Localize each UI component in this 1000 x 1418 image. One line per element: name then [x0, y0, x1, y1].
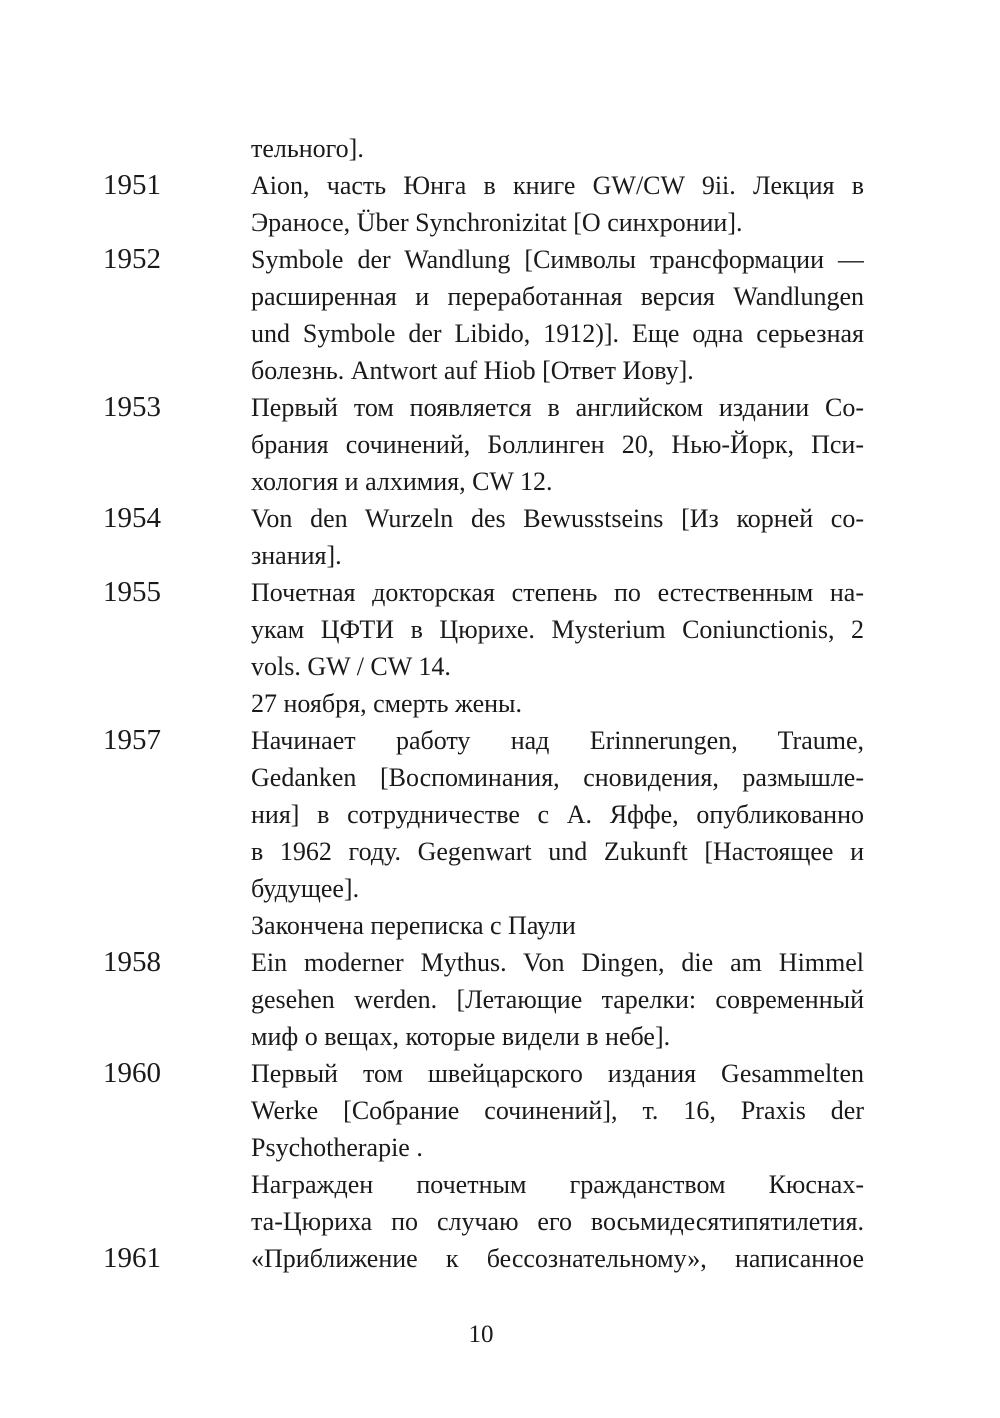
entry-text-line: Aion, часть Юнга в книге GW/CW 9ii. Лекция в: [251, 171, 864, 200]
entry-text-line: Von den Wurzeln des Bewusstseins [Из корней со-: [251, 504, 864, 533]
entry-year: 1958: [103, 946, 161, 978]
entry-text-line: тельного].: [251, 134, 364, 163]
entry-year: 1961: [103, 1242, 161, 1274]
entry-text-line: «Приближение к бессознательному», написанное: [251, 1244, 864, 1273]
entry-text-line: Gedanken [Воспоминания, сновидения, размышле-: [251, 763, 864, 792]
page-number: 10: [468, 1321, 494, 1348]
entry-text-line: миф о вещах, которые видели в небе].: [251, 1022, 671, 1051]
entry-text-line: болезнь. Antwort auf Hiob [Ответ Иову].: [251, 356, 694, 385]
entry-text-line: und Symbole der Libido, 1912)]. Еще одна серьезная: [251, 319, 864, 348]
chronology-entry: [0, 1055, 1000, 1240]
entry-text-line: брания сочинений, Боллинген 20, Нью-Йорк, Пси-: [251, 430, 864, 459]
entry-text-line: в 1962 году. Gegenwart und Zukunft [Настоящее и: [251, 837, 864, 866]
entry-year: 1954: [103, 502, 161, 534]
entry-text-line: vols. GW / CW 14.: [251, 652, 451, 681]
entry-text-line: Закончена переписка с Паули: [251, 911, 576, 940]
chronology-entry: [0, 944, 1000, 1055]
entry-year: 1953: [103, 391, 161, 423]
entry-text-line: Psychotherapie .: [251, 1133, 423, 1162]
entry-text-line: ния] в сотрудничестве с А. Яффе, опубликованно: [251, 800, 864, 829]
chronology-entry: [0, 241, 1000, 389]
entry-text-line: Первый том появляется в английском издании Со-: [251, 393, 864, 422]
entry-text-line: будущее].: [251, 874, 360, 903]
entry-text-line: хология и алхимия, CW 12.: [251, 467, 553, 496]
chronology-list: [0, 130, 1000, 1277]
entry-text-line: Ein moderner Mythus. Von Dingen, die am Himmel: [251, 948, 864, 977]
entry-text-line: расширенная и переработанная версия Wandlungen: [251, 282, 864, 311]
entry-text-line: 27 ноября, смерть жены.: [251, 689, 523, 718]
entry-text-line: Почетная докторская степень по естественным на-: [251, 578, 864, 607]
entry-year: 1951: [103, 169, 161, 201]
chronology-entry: [0, 130, 1000, 167]
chronology-entry: [0, 389, 1000, 500]
entry-year: 1957: [103, 724, 161, 756]
entry-year: 1955: [103, 576, 161, 608]
entry-text-line: та-Цюриха по случаю его восьмидесятипятилетия.: [251, 1207, 864, 1236]
entry-text-line: Начинает работу над Erinnerungen, Traume,: [251, 726, 864, 755]
entry-text-line: Эраносе, Über Synchronizitat [О синхронии].: [251, 208, 743, 237]
entry-text-line: знания].: [251, 541, 342, 570]
entry-year: 1952: [103, 243, 161, 275]
entry-text-line: укам ЦФТИ в Цюрихе. Mysterium Coniunctionis, 2: [251, 615, 864, 644]
chronology-entry: [0, 1240, 1000, 1277]
entry-text-line: Symbole der Wandlung [Символы трансформации —: [251, 245, 864, 274]
chronology-entry: [0, 500, 1000, 574]
chronology-entry: [0, 722, 1000, 944]
entry-year: 1960: [103, 1057, 161, 1089]
entry-text-line: Награжден почетным гражданством Кюснах-: [251, 1170, 864, 1199]
entry-text-line: gesehen werden. [Летающие тарелки: современный: [251, 985, 864, 1014]
chronology-entry: [0, 574, 1000, 722]
chronology-entry: [0, 167, 1000, 241]
entry-text-line: Первый том швейцарского издания Gesammelten: [251, 1059, 864, 1088]
entry-text-line: Werke [Собрание сочинений], т. 16, Praxis der: [251, 1096, 864, 1125]
